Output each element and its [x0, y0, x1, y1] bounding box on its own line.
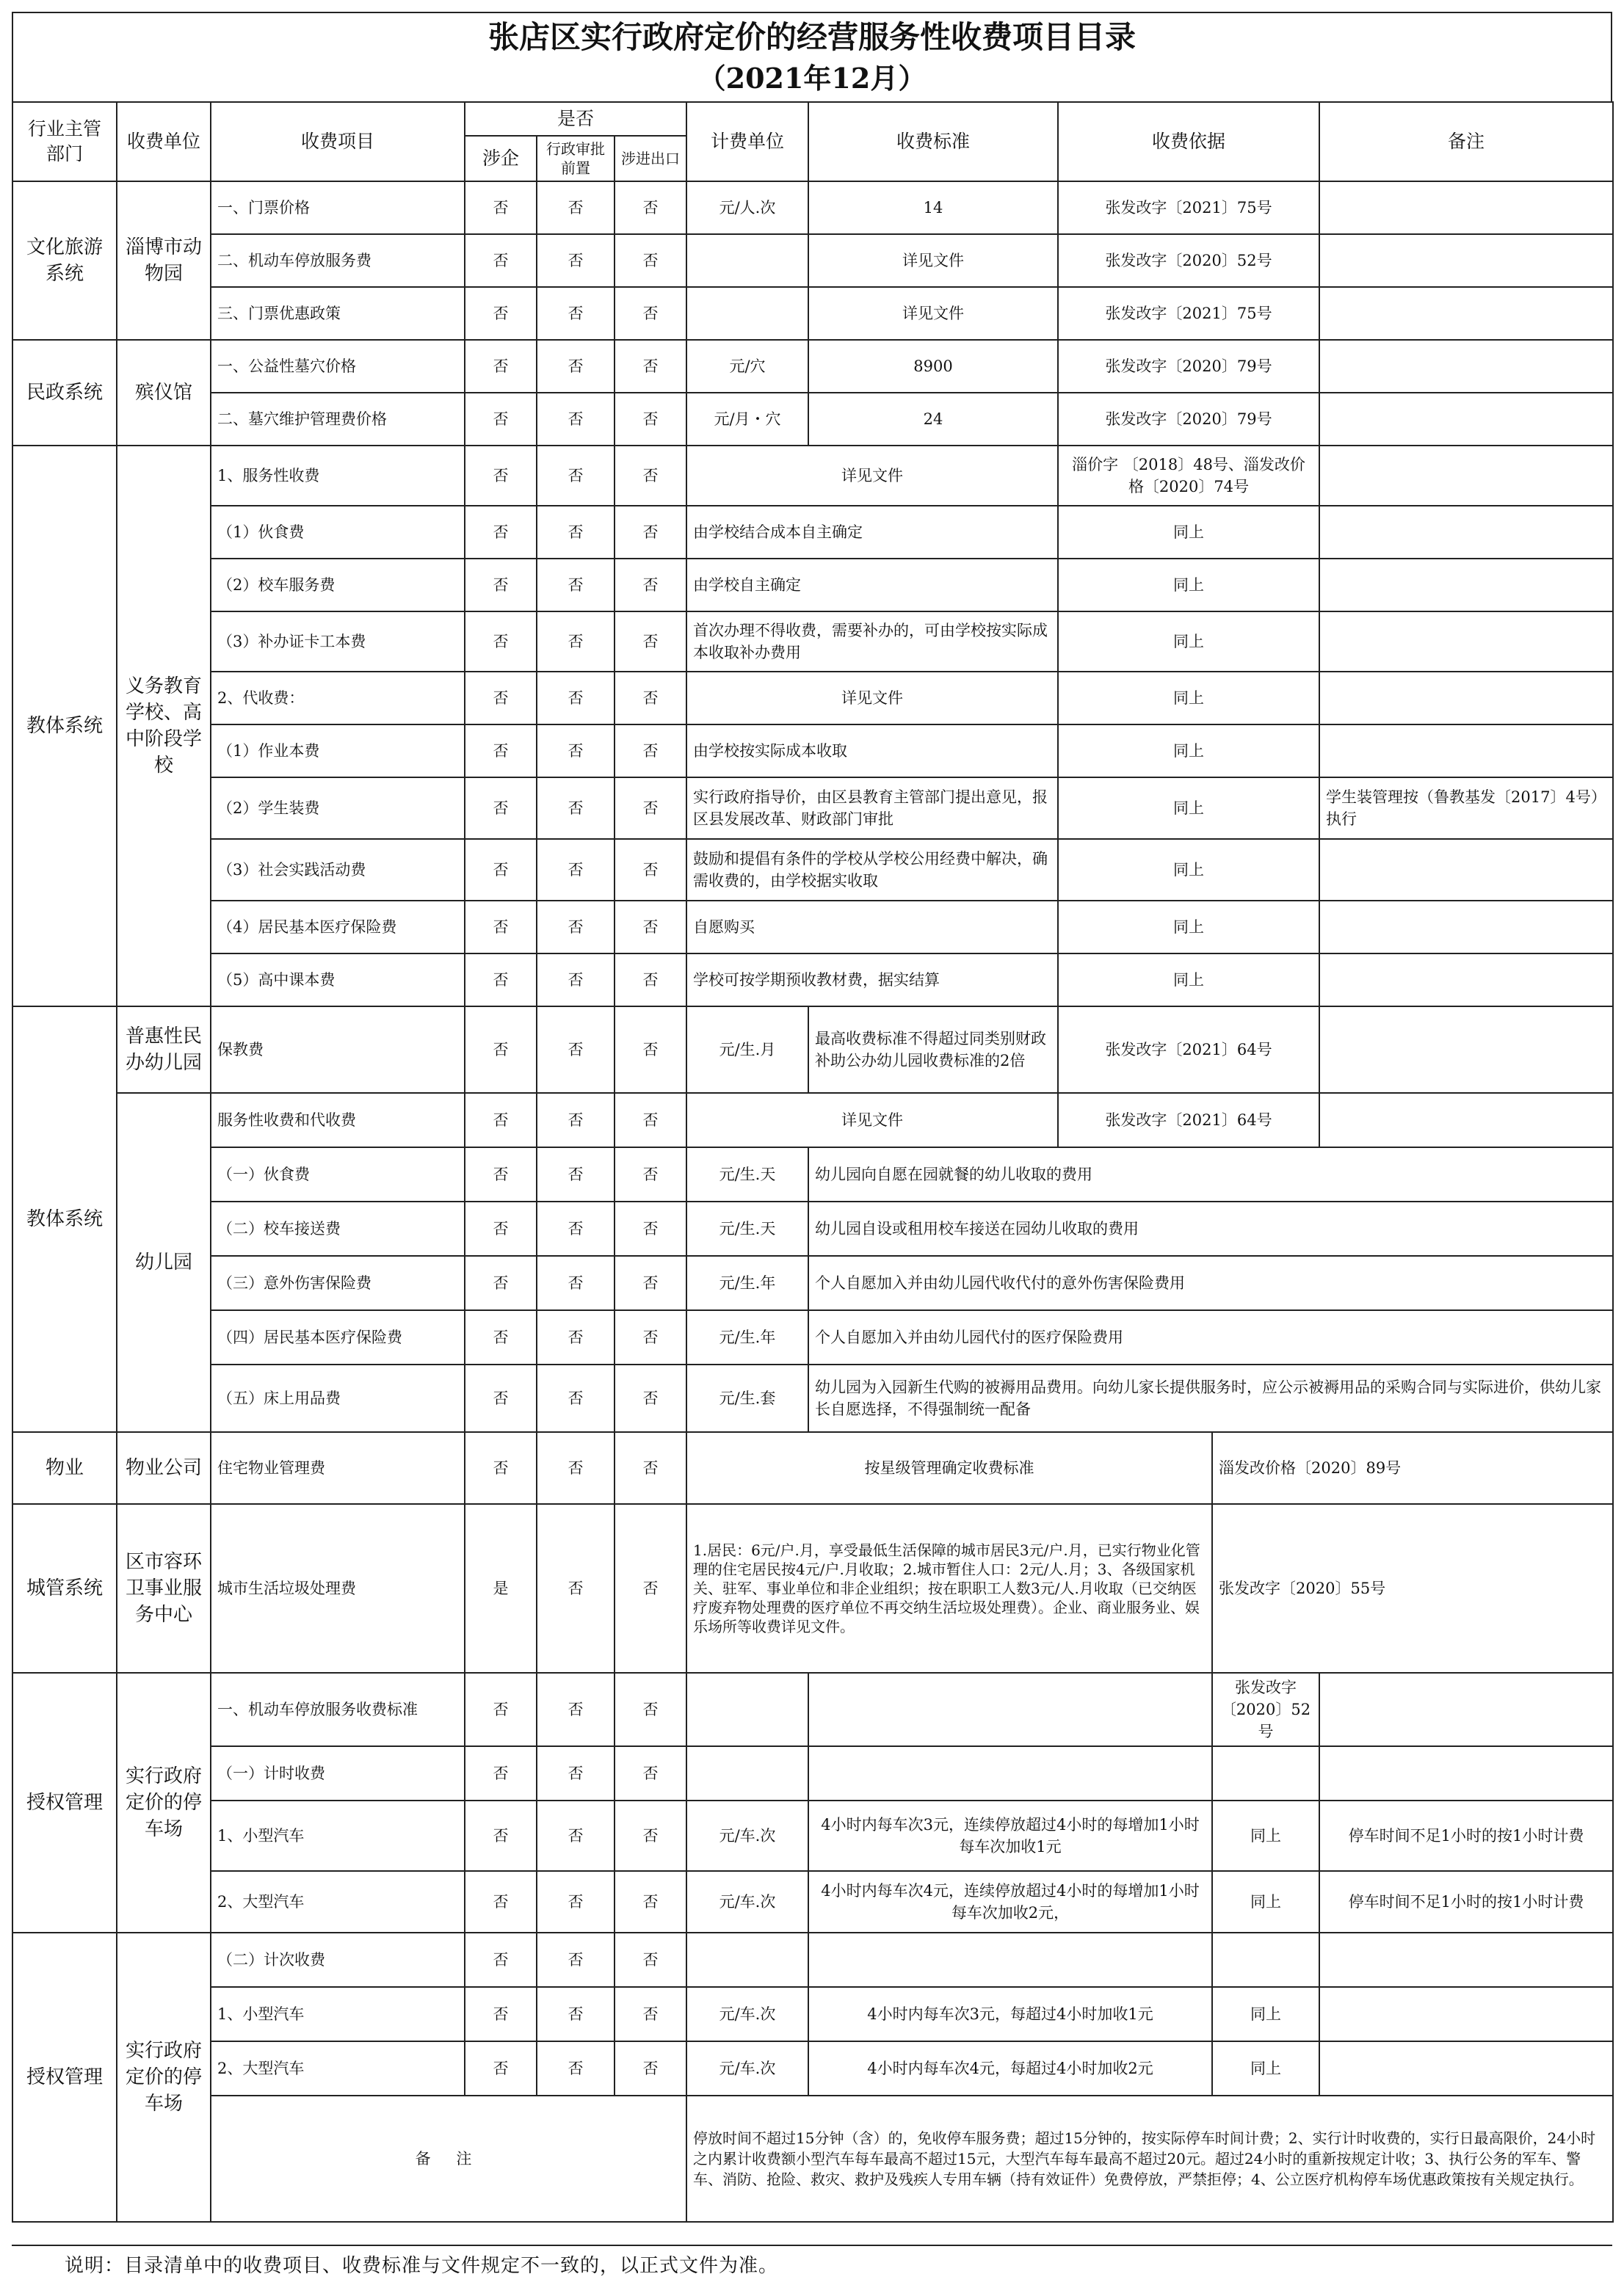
- yes-no-cell: 否: [465, 1147, 537, 1202]
- empty-cell: [1319, 1093, 1613, 1147]
- yes-no-cell: 否: [465, 1746, 537, 1801]
- basis-cell: 同上: [1058, 953, 1319, 1006]
- standard-cell: 4小时内每车次3元，每超过4小时加收1元: [808, 1987, 1212, 2041]
- item-cell: （五）床上用品费: [211, 1365, 465, 1432]
- yes-no-cell: 否: [465, 506, 537, 559]
- yes-no-cell: 否: [615, 446, 686, 506]
- empty-cell: [1319, 953, 1613, 1006]
- basis-cell: 张发改字〔2020〕79号: [1058, 340, 1319, 393]
- item-cell: 二、机动车停放服务费: [211, 234, 465, 287]
- standard-cell: 幼儿园为入园新生代购的被褥用品费用。向幼儿家长提供服务时，应公示被褥用品的采购合同与实际进价，供幼儿家长自愿选择，不得强制统一配备: [808, 1365, 1613, 1432]
- yes-no-cell: 否: [615, 1871, 686, 1933]
- table-row: [12, 1256, 1613, 1310]
- billing-unit: 元/生.年: [686, 1256, 808, 1310]
- dept-cell: 城管系统: [12, 1504, 117, 1673]
- table-row: [12, 287, 1613, 340]
- empty-cell: [1319, 393, 1613, 446]
- yes-no-cell: 否: [537, 1801, 615, 1871]
- table-row: [12, 234, 1613, 287]
- yes-no-cell: 否: [615, 234, 686, 287]
- table-row: [12, 1093, 1613, 1147]
- yes-no-cell: 否: [465, 1673, 537, 1746]
- empty-cell: [808, 1933, 1212, 1987]
- empty-cell: [1319, 1933, 1613, 1987]
- yes-no-cell: 否: [465, 611, 537, 672]
- footnote: 说明：目录清单中的收费项目、收费标准与文件规定不一致的，以正式文件为准。: [12, 2245, 1612, 2284]
- yes-no-cell: 是: [465, 1504, 537, 1673]
- page-subtitle: （2021年12月）: [697, 62, 927, 95]
- item-cell: （四）居民基本医疗保险费: [211, 1310, 465, 1365]
- yes-no-cell: 否: [465, 1310, 537, 1365]
- yes-no-cell: 否: [537, 393, 615, 446]
- table-row: [12, 1202, 1613, 1256]
- empty-cell: [808, 1746, 1212, 1801]
- item-cell: （二）校车接送费: [211, 1202, 465, 1256]
- empty-cell: [1319, 1746, 1613, 1801]
- yes-no-cell: 否: [615, 506, 686, 559]
- billing-unit: 元/车.次: [686, 1801, 808, 1871]
- dept-cell: 授权管理: [12, 1673, 117, 1933]
- item-cell: 三、门票优惠政策: [211, 287, 465, 340]
- table-row: [12, 1746, 1613, 1801]
- yes-no-cell: 否: [615, 393, 686, 446]
- empty-cell: [1319, 839, 1613, 901]
- remark-cell: 停车时间不足1小时的按1小时计费: [1319, 1801, 1613, 1871]
- yes-no-cell: 否: [537, 234, 615, 287]
- billing-unit: 元/月・穴: [686, 393, 808, 446]
- standard-cell: 幼儿园自设或租用校车接送在园幼儿收取的费用: [808, 1202, 1613, 1256]
- basis-cell: 同上: [1212, 1987, 1319, 2041]
- standard-cell: 详见文件: [686, 1093, 1058, 1147]
- yes-no-cell: 否: [465, 181, 537, 234]
- yes-no-cell: 否: [537, 2041, 615, 2096]
- standard-cell: 个人自愿加入并由幼儿园代收代付的意外伤害保险费用: [808, 1256, 1613, 1310]
- yes-no-cell: 否: [537, 446, 615, 506]
- empty-cell: [1319, 234, 1613, 287]
- item-cell: （二）计次收费: [211, 1933, 465, 1987]
- standard-cell: 由学校自主确定: [686, 559, 1058, 611]
- item-cell: （一）伙食费: [211, 1147, 465, 1202]
- yes-no-cell: 否: [615, 1365, 686, 1432]
- billing-unit: 元/车.次: [686, 2041, 808, 2096]
- yes-no-cell: 否: [465, 839, 537, 901]
- table-row: [12, 839, 1613, 901]
- standard-cell: 实行政府指导价，由区县教育主管部门提出意见，报区县发展改革、财政部门审批: [686, 777, 1058, 839]
- yes-no-cell: 否: [465, 287, 537, 340]
- yes-no-cell: 否: [615, 559, 686, 611]
- item-cell: （三）意外伤害保险费: [211, 1256, 465, 1310]
- empty-cell: [1319, 1006, 1613, 1093]
- table-row: [12, 1801, 1613, 1871]
- standard-cell: 详见文件: [808, 234, 1058, 287]
- empty-cell: [686, 234, 808, 287]
- standard-cell: 8900: [808, 340, 1058, 393]
- header-billing-unit: 计费单位: [686, 102, 808, 181]
- yes-no-cell: 否: [537, 1147, 615, 1202]
- standard-cell: 由学校结合成本自主确定: [686, 506, 1058, 559]
- unit-cell: 物业公司: [117, 1432, 211, 1504]
- basis-cell: 张发改字〔2020〕52号: [1058, 234, 1319, 287]
- yes-no-cell: 否: [615, 287, 686, 340]
- header-item: 收费项目: [211, 102, 465, 181]
- empty-cell: [1319, 287, 1613, 340]
- yes-no-cell: 否: [465, 1202, 537, 1256]
- unit-cell: 区市容环卫事业服务中心: [117, 1504, 211, 1673]
- basis-cell: 同上: [1212, 2041, 1319, 2096]
- yes-no-cell: 否: [537, 559, 615, 611]
- item-cell: 2、大型汽车: [211, 2041, 465, 2096]
- table-row: [12, 1365, 1613, 1432]
- unit-cell: 幼儿园: [117, 1093, 211, 1432]
- header-sheqi: 涉企: [465, 136, 537, 181]
- table-row: [12, 1310, 1613, 1365]
- standard-cell: 幼儿园向自愿在园就餐的幼儿收取的费用: [808, 1147, 1613, 1202]
- standard-cell: 4小时内每车次3元，连续停放超过4小时的每增加1小时每车次加收1元: [808, 1801, 1212, 1871]
- table-row: [12, 611, 1613, 672]
- yes-no-cell: 否: [615, 1746, 686, 1801]
- yes-no-cell: 否: [465, 672, 537, 724]
- yes-no-cell: 否: [465, 2041, 537, 2096]
- yes-no-cell: 否: [615, 901, 686, 953]
- yes-no-cell: 否: [537, 287, 615, 340]
- yes-no-cell: 否: [465, 1987, 537, 2041]
- yes-no-cell: 否: [615, 1006, 686, 1093]
- yes-no-cell: 否: [615, 1432, 686, 1504]
- yes-no-cell: 否: [537, 1006, 615, 1093]
- empty-cell: [1319, 181, 1613, 234]
- item-cell: （5）高中课本费: [211, 953, 465, 1006]
- basis-cell: 同上: [1058, 506, 1319, 559]
- table-row: [12, 559, 1613, 611]
- yes-no-cell: 否: [537, 953, 615, 1006]
- basis-cell: 同上: [1058, 839, 1319, 901]
- table-row: [12, 1147, 1613, 1202]
- yes-no-cell: 否: [615, 1256, 686, 1310]
- yes-no-cell: 否: [537, 1746, 615, 1801]
- header-standard: 收费标准: [808, 102, 1058, 181]
- yes-no-cell: 否: [615, 839, 686, 901]
- yes-no-cell: 否: [537, 1093, 615, 1147]
- empty-cell: [1319, 506, 1613, 559]
- unit-cell: 实行政府定价的停车场: [117, 1933, 211, 2222]
- unit-cell: 淄博市动物园: [117, 181, 211, 340]
- yes-no-cell: 否: [465, 1871, 537, 1933]
- yes-no-cell: 否: [537, 1673, 615, 1746]
- yes-no-cell: 否: [615, 672, 686, 724]
- page-title: 张店区实行政府定价的经营服务性收费项目目录: [487, 19, 1136, 55]
- table-row: [12, 1871, 1613, 1933]
- standard-cell: 14: [808, 181, 1058, 234]
- empty-cell: [1319, 446, 1613, 506]
- yes-no-cell: 否: [537, 1987, 615, 2041]
- header-dept: 行业主管部门: [12, 102, 117, 181]
- basis-cell: 同上: [1058, 724, 1319, 777]
- empty-cell: [1319, 2041, 1613, 2096]
- basis-cell: 同上: [1058, 611, 1319, 672]
- empty-cell: [1212, 1746, 1319, 1801]
- header-xingzheng: 行政审批前置: [537, 136, 615, 181]
- header-shejin: 涉进出口: [615, 136, 686, 181]
- basis-cell: 张发改字〔2020〕55号: [1212, 1504, 1613, 1673]
- yes-no-cell: 否: [615, 777, 686, 839]
- yes-no-cell: 否: [465, 393, 537, 446]
- item-cell: 1、服务性收费: [211, 446, 465, 506]
- item-cell: （1）作业本费: [211, 724, 465, 777]
- table-row: [12, 506, 1613, 559]
- yes-no-cell: 否: [465, 1093, 537, 1147]
- table-row: [12, 953, 1613, 1006]
- item-cell: （2）校车服务费: [211, 559, 465, 611]
- basis-cell: 同上: [1058, 777, 1319, 839]
- empty-cell: [1319, 901, 1613, 953]
- standard-cell: 由学校按实际成本收取: [686, 724, 1058, 777]
- yes-no-cell: 否: [465, 1365, 537, 1432]
- yes-no-cell: 否: [615, 724, 686, 777]
- empty-cell: [1319, 1673, 1613, 1746]
- yes-no-cell: 否: [537, 1310, 615, 1365]
- item-cell: （3）社会实践活动费: [211, 839, 465, 901]
- fee-table: [12, 101, 1614, 2223]
- standard-cell: 自愿购买: [686, 901, 1058, 953]
- header-unit: 收费单位: [117, 102, 211, 181]
- yes-no-cell: 否: [465, 1006, 537, 1093]
- item-cell: 2、代收费：: [211, 672, 465, 724]
- header-yesno: 是否: [465, 102, 686, 136]
- yes-no-cell: 否: [615, 340, 686, 393]
- billing-unit: 元/生.月: [686, 1006, 808, 1093]
- yes-no-cell: 否: [465, 953, 537, 1006]
- dept-cell: 教体系统: [12, 446, 117, 1006]
- empty-cell: [1319, 611, 1613, 672]
- billing-unit: 元/车.次: [686, 1871, 808, 1933]
- basis-cell: 同上: [1212, 1801, 1319, 1871]
- standard-cell: 4小时内每车次4元，每超过4小时加收2元: [808, 2041, 1212, 2096]
- standard-cell: 1.居民：6元/户.月，享受最低生活保障的城市居民3元/户.月，已实行物业化管理的住宅居民按4元/户.月收取；2.城市暂住人口：2元/人.月；3、各级国家机关、驻军、事业单位和非企业组织；按在职职工人数3元/人.月收取（已交纳医疗废弃物处理费的医疗单位不再交纳生活垃圾处理费）。企业、商业服务业、娱乐场所等收费详见文件。: [686, 1504, 1212, 1673]
- item-cell: 一、机动车停放服务收费标准: [211, 1673, 465, 1746]
- table-row: [12, 1933, 1613, 1987]
- title-block: [12, 12, 1612, 101]
- dept-cell: 教体系统: [12, 1006, 117, 1432]
- yes-no-cell: 否: [465, 1432, 537, 1504]
- dept-cell: 文化旅游系统: [12, 181, 117, 340]
- empty-cell: [1319, 724, 1613, 777]
- empty-cell: [1212, 1933, 1319, 1987]
- yes-no-cell: 否: [465, 901, 537, 953]
- unit-cell: 义务教育学校、高中阶段学校: [117, 446, 211, 1006]
- table-row: [12, 901, 1613, 953]
- dept-cell: 物业: [12, 1432, 117, 1504]
- table-row: [12, 446, 1613, 506]
- yes-no-cell: 否: [615, 1987, 686, 2041]
- empty-cell: [686, 287, 808, 340]
- empty-cell: [808, 1673, 1212, 1746]
- yes-no-cell: 否: [615, 1202, 686, 1256]
- dept-cell: 民政系统: [12, 340, 117, 446]
- remark-label: 备 注: [211, 2096, 686, 2222]
- table-row: [12, 340, 1613, 393]
- yes-no-cell: 否: [465, 777, 537, 839]
- table-row: [12, 1673, 1613, 1746]
- yes-no-cell: 否: [537, 724, 615, 777]
- yes-no-cell: 否: [537, 1504, 615, 1673]
- item-cell: 城市生活垃圾处理费: [211, 1504, 465, 1673]
- yes-no-cell: 否: [537, 672, 615, 724]
- empty-cell: [686, 1933, 808, 1987]
- unit-cell: 实行政府定价的停车场: [117, 1673, 211, 1933]
- table-row: [12, 2096, 1613, 2222]
- basis-cell: 同上: [1058, 901, 1319, 953]
- remark-cell: 学生装管理按（鲁教基发〔2017〕4号）执行: [1319, 777, 1613, 839]
- billing-unit: 元/人.次: [686, 181, 808, 234]
- standard-cell: 4小时内每车次4元，连续停放超过4小时的每增加1小时每车次加收2元，: [808, 1871, 1212, 1933]
- yes-no-cell: 否: [537, 839, 615, 901]
- yes-no-cell: 否: [615, 1673, 686, 1746]
- item-cell: （3）补办证卡工本费: [211, 611, 465, 672]
- table-row: [12, 1006, 1613, 1093]
- item-cell: 1、小型汽车: [211, 1987, 465, 2041]
- yes-no-cell: 否: [537, 1256, 615, 1310]
- table-row: [12, 393, 1613, 446]
- billing-unit: 元/生.年: [686, 1310, 808, 1365]
- standard-cell: 24: [808, 393, 1058, 446]
- item-cell: （一）计时收费: [211, 1746, 465, 1801]
- yes-no-cell: 否: [615, 2041, 686, 2096]
- unit-cell: 殡仪馆: [117, 340, 211, 446]
- header-remark: 备注: [1319, 102, 1613, 181]
- basis-cell: 张发改字〔2021〕75号: [1058, 287, 1319, 340]
- billing-unit: 元/生.套: [686, 1365, 808, 1432]
- yes-no-cell: 否: [615, 1801, 686, 1871]
- basis-cell: 淄发改价格〔2020〕89号: [1212, 1432, 1613, 1504]
- yes-no-cell: 否: [615, 1310, 686, 1365]
- dept-cell: 授权管理: [12, 1933, 117, 2222]
- yes-no-cell: 否: [537, 181, 615, 234]
- basis-cell: 同上: [1058, 559, 1319, 611]
- table-row: [12, 672, 1613, 724]
- yes-no-cell: 否: [615, 953, 686, 1006]
- basis-cell: 张发改字〔2020〕52号: [1212, 1673, 1319, 1746]
- basis-cell: 张发改字〔2021〕64号: [1058, 1006, 1319, 1093]
- standard-cell: 鼓励和提倡有条件的学校从学校公用经费中解决，确需收费的，由学校据实收取: [686, 839, 1058, 901]
- basis-cell: 淄价字 〔2018〕48号、淄发改价格〔2020〕74号: [1058, 446, 1319, 506]
- standard-cell: 详见文件: [808, 287, 1058, 340]
- yes-no-cell: 否: [465, 340, 537, 393]
- basis-cell: 同上: [1212, 1871, 1319, 1933]
- yes-no-cell: 否: [465, 446, 537, 506]
- basis-cell: 同上: [1058, 672, 1319, 724]
- billing-unit: 元/生.天: [686, 1147, 808, 1202]
- item-cell: 二、墓穴维护管理费价格: [211, 393, 465, 446]
- standard-cell: 个人自愿加入并由幼儿园代付的医疗保险费用: [808, 1310, 1613, 1365]
- yes-no-cell: 否: [537, 340, 615, 393]
- yes-no-cell: 否: [465, 724, 537, 777]
- remark-text: 停放时间不超过15分钟（含）的，免收停车服务费；超过15分钟的，按实际停车时间计费；2、实行计时收费的，实行日最高限价，24小时之内累计收费额小型汽车每车最高不超过15元，大型汽车每车最高不超过20元。超过24小时的重新按规定计收；3、执行公务的军车、警车、消防、抢险、救灾、救护及残疾人专用车辆（持有效证件）免费停放，严禁拒停；4、公立医疗机构停车场优惠政策按有关规定执行。: [686, 2096, 1613, 2222]
- basis-cell: 张发改字〔2021〕75号: [1058, 181, 1319, 234]
- yes-no-cell: 否: [615, 181, 686, 234]
- standard-cell: 详见文件: [686, 446, 1058, 506]
- table-row: [12, 1504, 1613, 1673]
- yes-no-cell: 否: [537, 1202, 615, 1256]
- yes-no-cell: 否: [537, 1933, 615, 1987]
- yes-no-cell: 否: [465, 559, 537, 611]
- billing-unit: 元/车.次: [686, 1987, 808, 2041]
- table-row: [12, 1987, 1613, 2041]
- remark-cell: 停车时间不足1小时的按1小时计费: [1319, 1871, 1613, 1933]
- yes-no-cell: 否: [537, 506, 615, 559]
- yes-no-cell: 否: [615, 1093, 686, 1147]
- item-cell: 保教费: [211, 1006, 465, 1093]
- yes-no-cell: 否: [615, 1504, 686, 1673]
- billing-unit: 元/穴: [686, 340, 808, 393]
- empty-cell: [1319, 559, 1613, 611]
- standard-cell: 按星级管理确定收费标准: [686, 1432, 1212, 1504]
- item-cell: 2、大型汽车: [211, 1871, 465, 1933]
- item-cell: 住宅物业管理费: [211, 1432, 465, 1504]
- basis-cell: 张发改字〔2020〕79号: [1058, 393, 1319, 446]
- header-basis: 收费依据: [1058, 102, 1319, 181]
- standard-cell: 学校可按学期预收教材费，据实结算: [686, 953, 1058, 1006]
- table-row: [12, 181, 1613, 234]
- item-cell: 1、小型汽车: [211, 1801, 465, 1871]
- item-cell: （1）伙食费: [211, 506, 465, 559]
- yes-no-cell: 否: [537, 611, 615, 672]
- table-row: [12, 724, 1613, 777]
- yes-no-cell: 否: [537, 1365, 615, 1432]
- item-cell: 一、门票价格: [211, 181, 465, 234]
- item-cell: （4）居民基本医疗保险费: [211, 901, 465, 953]
- table-row: [12, 2041, 1613, 2096]
- unit-cell: 普惠性民办幼儿园: [117, 1006, 211, 1093]
- yes-no-cell: 否: [537, 1871, 615, 1933]
- standard-cell: 首次办理不得收费，需要补办的，可由学校按实际成本收取补办费用: [686, 611, 1058, 672]
- empty-cell: [686, 1746, 808, 1801]
- item-cell: （2）学生装费: [211, 777, 465, 839]
- empty-cell: [1319, 672, 1613, 724]
- empty-cell: [686, 1673, 808, 1746]
- table-row: [12, 777, 1613, 839]
- yes-no-cell: 否: [465, 1801, 537, 1871]
- standard-cell: 详见文件: [686, 672, 1058, 724]
- yes-no-cell: 否: [465, 1256, 537, 1310]
- empty-cell: [1319, 340, 1613, 393]
- yes-no-cell: 否: [615, 611, 686, 672]
- yes-no-cell: 否: [537, 777, 615, 839]
- yes-no-cell: 否: [465, 234, 537, 287]
- yes-no-cell: 否: [615, 1933, 686, 1987]
- basis-cell: 张发改字〔2021〕64号: [1058, 1093, 1319, 1147]
- item-cell: 一、公益性墓穴价格: [211, 340, 465, 393]
- yes-no-cell: 否: [537, 1432, 615, 1504]
- standard-cell: 最高收费标准不得超过同类别财政补助公办幼儿园收费标准的2倍: [808, 1006, 1058, 1093]
- billing-unit: 元/生.天: [686, 1202, 808, 1256]
- yes-no-cell: 否: [465, 1933, 537, 1987]
- yes-no-cell: 否: [615, 1147, 686, 1202]
- table-row: [12, 1432, 1613, 1504]
- item-cell: 服务性收费和代收费: [211, 1093, 465, 1147]
- yes-no-cell: 否: [537, 901, 615, 953]
- empty-cell: [1319, 1987, 1613, 2041]
